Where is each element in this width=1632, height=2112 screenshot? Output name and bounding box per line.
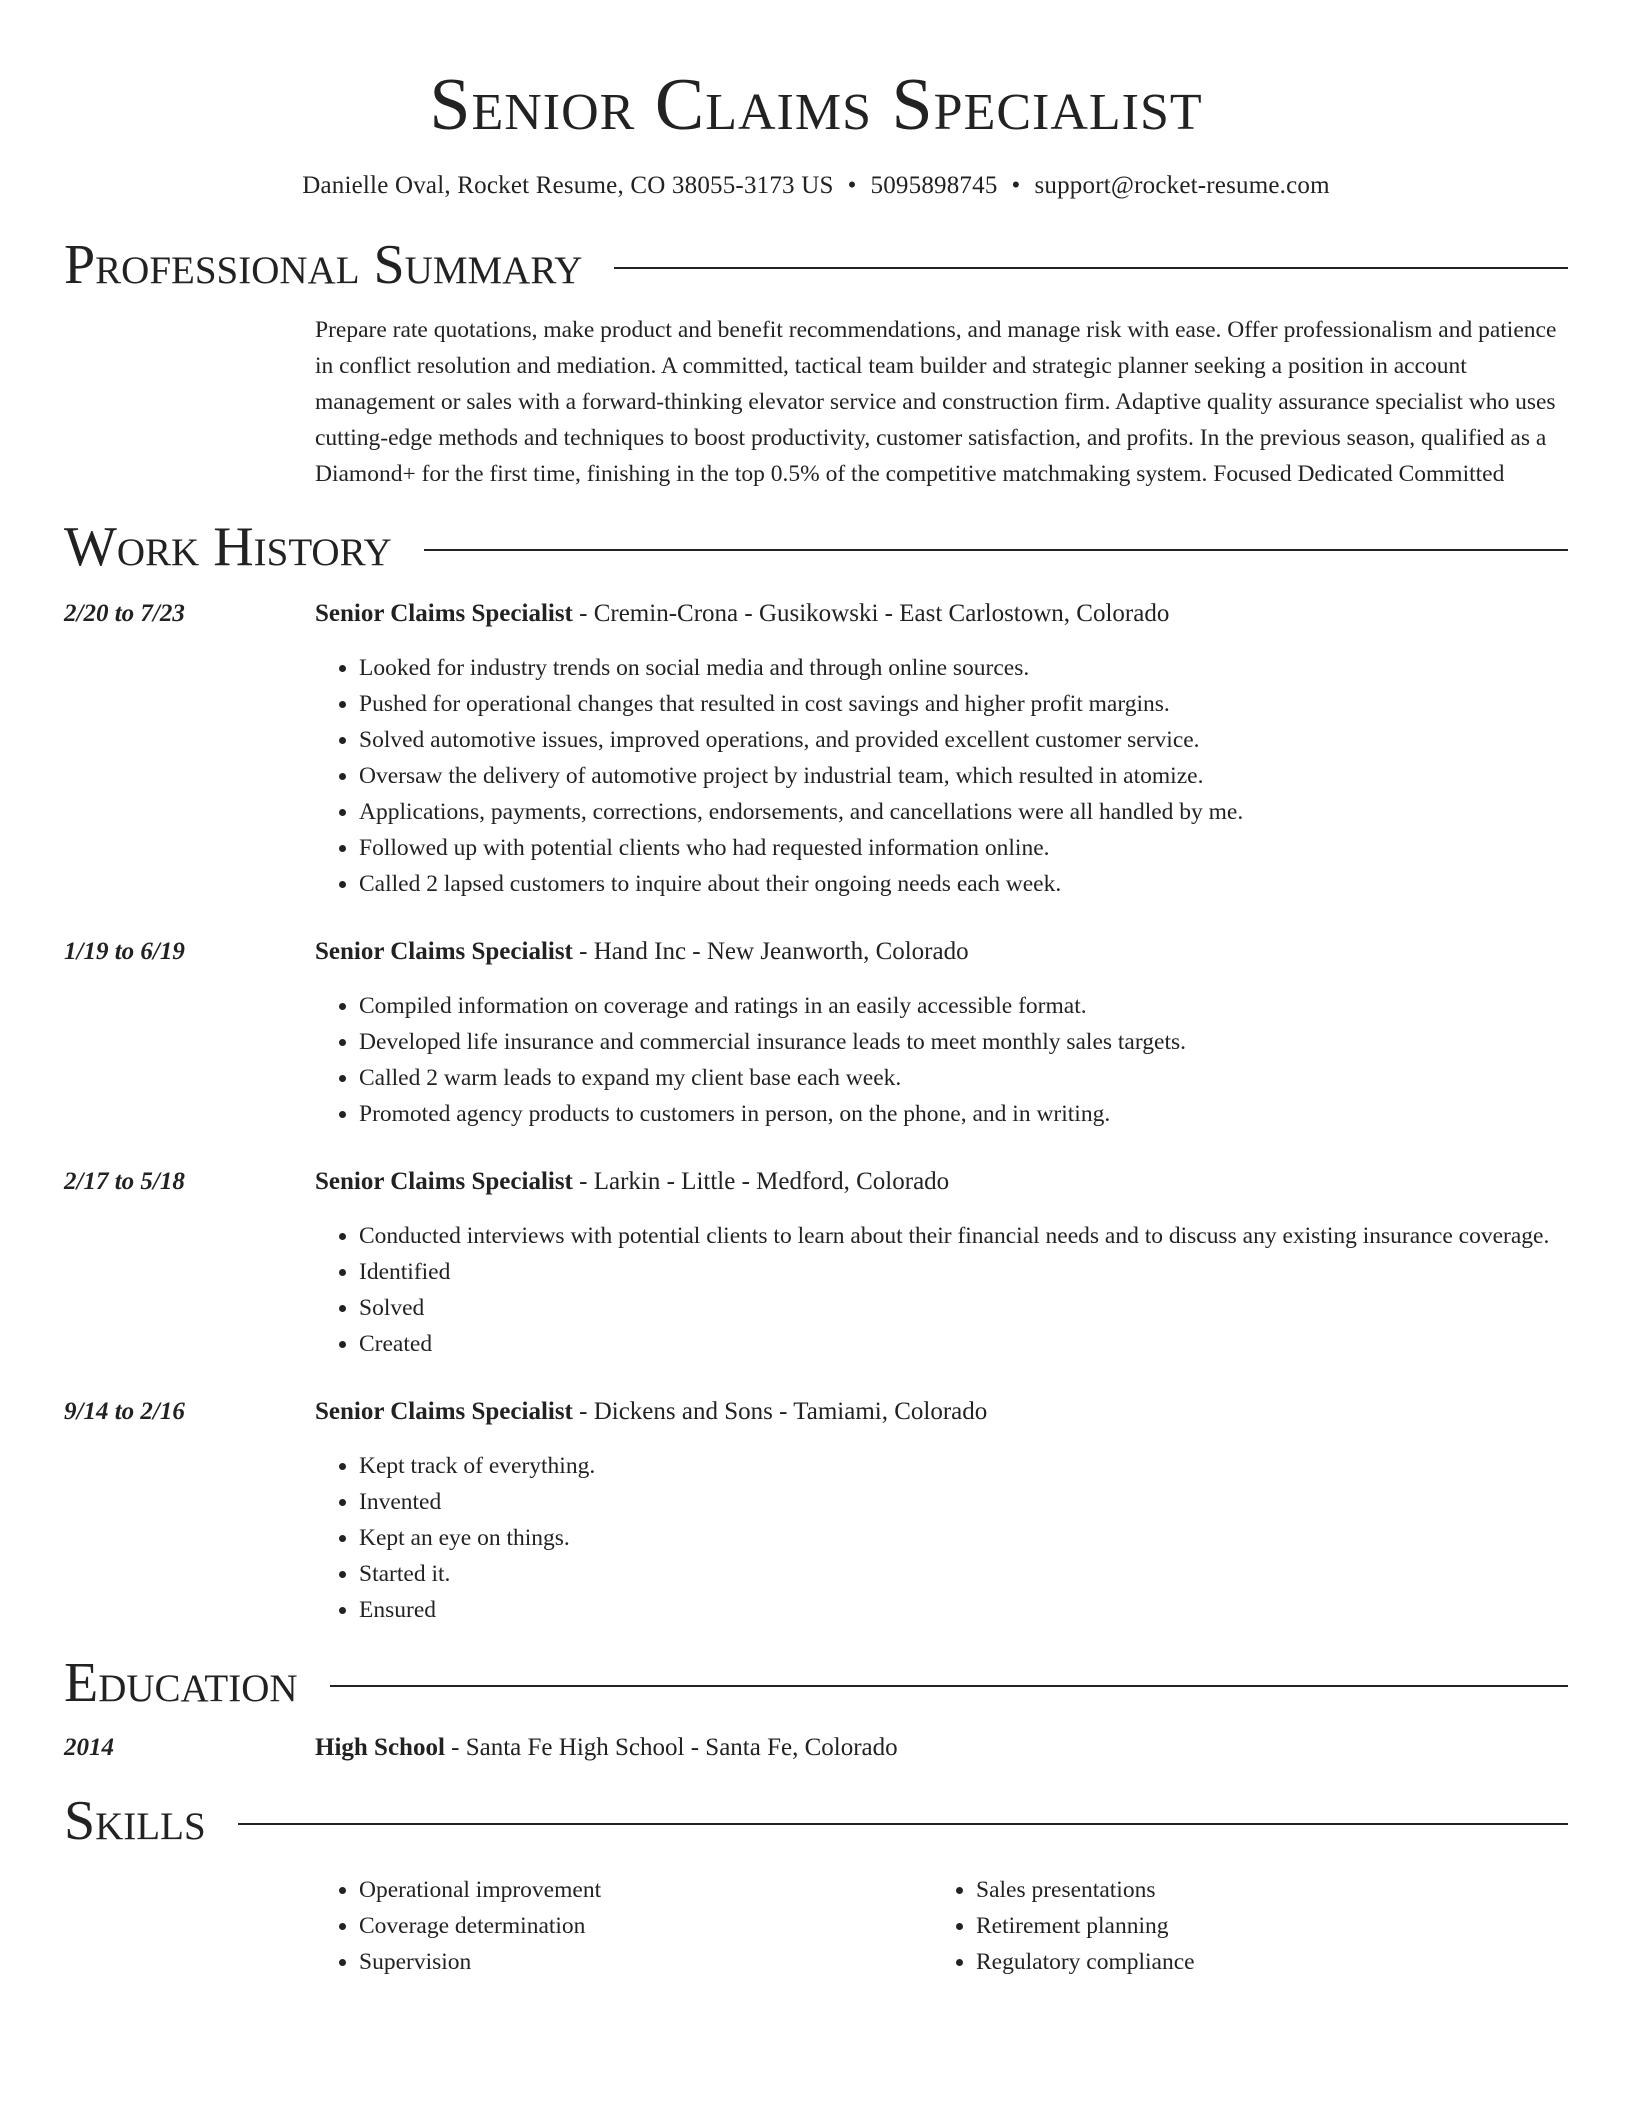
list-item: • Identified <box>359 1254 1568 1290</box>
skills-section-header <box>64 1790 1568 1852</box>
skills-column-right <box>932 1872 1195 1980</box>
education-entry <box>64 1730 1568 1766</box>
contact-email: support@rocket-resume.com <box>1034 172 1330 199</box>
job-entry <box>64 596 1568 902</box>
list-item: • Developed life insurance and commercial insurance leads to meet monthly sales targets. <box>359 1024 1568 1060</box>
list-item: • Looked for industry trends on social media and through online sources. <box>359 650 1568 686</box>
job-bullets <box>315 1218 1568 1362</box>
job-bullets <box>315 1448 1568 1628</box>
list-item: • Solved <box>359 1290 1568 1326</box>
list-item: • Followed up with potential clients who had requested information online. <box>359 830 1568 866</box>
job-role: Senior Claims Specialist <box>315 938 573 965</box>
contact-line <box>64 170 1568 202</box>
summary-text: Prepare rate quotations, make product and benefit recommendations, and manage risk with ease. Offer professionalism and patience in conflict resolution and mediation. A committed, tactical team builder and strategic planner seeking a position in account management or sales with a forward-thinking elevator service and construction firm. Adaptive quality assurance specialist who uses cutting-edge methods and techniques to boost productivity, customer satisfaction, and profits. In the previous season, qualified as a Diamond+ for the first time, finishing in the top 0.5% of the competitive matchmaking system. Focused Dedicated Committed <box>315 317 1557 487</box>
job-detail: - Cremin-Crona - Gusikowski - East Carlostown, Colorado <box>572 600 1170 627</box>
job-entry <box>64 1164 1568 1362</box>
education-heading: Education <box>64 1652 298 1714</box>
list-item: • Applications, payments, corrections, endorsements, and cancellations were all handled by me. <box>359 794 1568 830</box>
resume-page <box>64 0 1568 1980</box>
skill-item: • Coverage determination <box>359 1908 932 1944</box>
education-detail: - Santa Fe High School - Santa Fe, Colorado <box>444 1734 898 1761</box>
job-dates: 1/19 to 6/19 <box>64 938 185 965</box>
work-heading: Work History <box>64 516 392 578</box>
skills-list <box>315 1872 1568 1980</box>
list-item: • Created <box>359 1326 1568 1362</box>
job-heading <box>315 1394 1568 1430</box>
skills-column-left <box>315 1872 932 1980</box>
summary-heading: Professional Summary <box>64 234 583 296</box>
list-item: • Kept track of everything. <box>359 1448 1568 1484</box>
job-bullets <box>315 988 1568 1132</box>
section-divider <box>614 267 1568 269</box>
list-item: • Compiled information on coverage and ratings in an easily accessible format. <box>359 988 1568 1024</box>
education-degree: High School <box>315 1734 445 1761</box>
list-item: • Ensured <box>359 1592 1568 1628</box>
job-bullets <box>315 650 1568 902</box>
list-item: • Pushed for operational changes that resulted in cost savings and higher profit margins. <box>359 686 1568 722</box>
summary-section-header <box>64 234 1568 296</box>
resume-title: Senior Claims Specialist <box>429 64 1203 146</box>
section-divider <box>424 549 1568 551</box>
job-heading <box>315 596 1568 632</box>
job-detail: - Dickens and Sons - Tamiami, Colorado <box>572 1398 988 1425</box>
job-dates: 2/17 to 5/18 <box>64 1168 185 1195</box>
education-section-header <box>64 1652 1568 1714</box>
education-heading-line <box>315 1730 1568 1766</box>
job-heading <box>315 1164 1568 1200</box>
skills-heading: Skills <box>64 1790 206 1852</box>
list-item: • Oversaw the delivery of automotive project by industrial team, which resulted in atomize. <box>359 758 1568 794</box>
job-detail: - Hand Inc - New Jeanworth, Colorado <box>572 938 969 965</box>
education-year: 2014 <box>64 1734 114 1761</box>
list-item: • Conducted interviews with potential clients to learn about their financial needs and to discuss any existing insurance coverage. <box>359 1218 1568 1254</box>
section-divider <box>330 1685 1568 1687</box>
contact-phone: 5095898745 <box>870 172 998 199</box>
skill-item: • Supervision <box>359 1944 932 1980</box>
contact-separator: • <box>1011 172 1021 199</box>
job-role: Senior Claims Specialist <box>315 600 573 627</box>
list-item: • Called 2 lapsed customers to inquire about their ongoing needs each week. <box>359 866 1568 902</box>
section-divider <box>238 1823 1568 1825</box>
job-heading <box>315 934 1568 970</box>
list-item: • Kept an eye on things. <box>359 1520 1568 1556</box>
skill-item: • Regulatory compliance <box>976 1944 1195 1980</box>
list-item: • Invented <box>359 1484 1568 1520</box>
skill-item: • Operational improvement <box>359 1872 932 1908</box>
job-entry <box>64 1394 1568 1628</box>
job-role: Senior Claims Specialist <box>315 1398 573 1425</box>
job-entry <box>64 934 1568 1132</box>
job-dates: 2/20 to 7/23 <box>64 600 185 627</box>
list-item: • Solved automotive issues, improved operations, and provided excellent customer service. <box>359 722 1568 758</box>
job-dates: 9/14 to 2/16 <box>64 1398 185 1425</box>
job-role: Senior Claims Specialist <box>315 1168 573 1195</box>
job-detail: - Larkin - Little - Medford, Colorado <box>572 1168 950 1195</box>
list-item: • Started it. <box>359 1556 1568 1592</box>
skill-item: • Sales presentations <box>976 1872 1195 1908</box>
skill-item: • Retirement planning <box>976 1908 1195 1944</box>
contact-separator: • <box>847 172 857 199</box>
list-item: • Promoted agency products to customers in person, on the phone, and in writing. <box>359 1096 1568 1132</box>
work-section-header <box>64 516 1568 578</box>
contact-address: Danielle Oval, Rocket Resume, CO 38055-3173 US <box>302 172 834 199</box>
list-item: • Called 2 warm leads to expand my client base each week. <box>359 1060 1568 1096</box>
